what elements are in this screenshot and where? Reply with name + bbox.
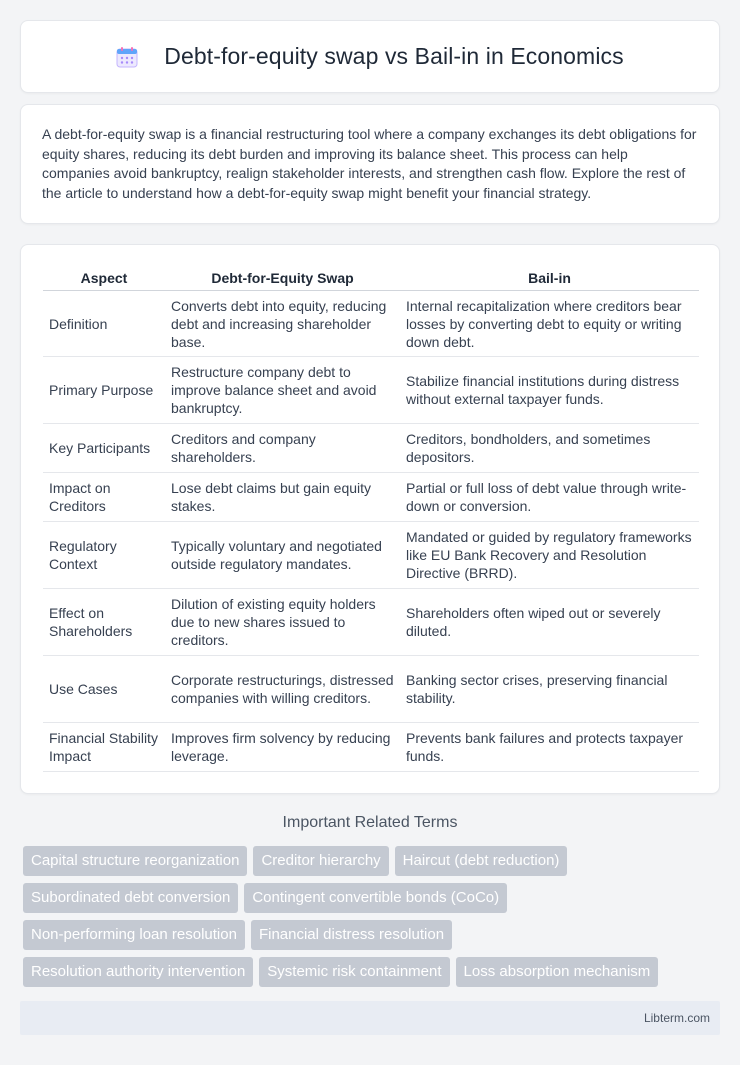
column-header-debt-for-equity-swap: Debt-for-Equity Swap <box>165 265 400 291</box>
intro-card <box>20 104 720 224</box>
related-term-tag[interactable]: Haircut (debt reduction) <box>395 846 568 876</box>
page-title: Debt-for-equity swap vs Bail-in in Economics <box>164 43 624 69</box>
aspect-cell: Key Participants <box>43 424 165 473</box>
aspect-cell: Financial Stability Impact <box>43 723 165 772</box>
bail-in-cell: Stabilize financial institutions during distress without external taxpayer funds. <box>400 357 699 424</box>
calendar-icon <box>116 46 138 68</box>
tag-row <box>23 920 723 950</box>
related-terms-title: Important Related Terms <box>282 814 458 831</box>
page-header <box>20 20 720 93</box>
tag-row <box>23 957 723 987</box>
bail-in-cell: Partial or full loss of debt value through write-down or conversion. <box>400 473 699 522</box>
swap-cell: Typically voluntary and negotiated outside regulatory mandates. <box>165 522 400 589</box>
table-row <box>43 473 699 522</box>
related-terms-list <box>23 846 723 994</box>
tag-row <box>23 883 723 913</box>
table-row <box>43 522 699 589</box>
bail-in-cell: Shareholders often wiped out or severely diluted. <box>400 589 699 656</box>
aspect-cell: Primary Purpose <box>43 357 165 424</box>
bail-in-cell: Banking sector crises, preserving financial stability. <box>400 656 699 723</box>
table-row <box>43 589 699 656</box>
column-header-aspect: Aspect <box>43 265 165 291</box>
related-term-tag[interactable]: Non-performing loan resolution <box>23 920 245 950</box>
aspect-cell: Effect on Shareholders <box>43 589 165 656</box>
column-header-bail-in: Bail-in <box>400 265 699 291</box>
aspect-cell: Use Cases <box>43 656 165 723</box>
table-row <box>43 357 699 424</box>
swap-cell: Restructure company debt to improve balance sheet and avoid bankruptcy. <box>165 357 400 424</box>
comparison-card <box>20 244 720 794</box>
table-row <box>43 291 699 357</box>
related-term-tag[interactable]: Subordinated debt conversion <box>23 883 238 913</box>
swap-cell: Creditors and company shareholders. <box>165 424 400 473</box>
related-term-tag[interactable]: Resolution authority intervention <box>23 957 253 987</box>
bail-in-cell: Prevents bank failures and protects taxpayer funds. <box>400 723 699 772</box>
swap-cell: Dilution of existing equity holders due to new shares issued to creditors. <box>165 589 400 656</box>
related-term-tag[interactable]: Capital structure reorganization <box>23 846 247 876</box>
footer <box>20 1001 720 1035</box>
comparison-table <box>43 265 699 772</box>
tag-row <box>23 846 723 876</box>
bail-in-cell: Internal recapitalization where creditors bear losses by converting debt to equity or writing down debt. <box>400 291 699 357</box>
related-term-tag[interactable]: Creditor hierarchy <box>253 846 388 876</box>
aspect-cell: Regulatory Context <box>43 522 165 589</box>
table-row <box>43 424 699 473</box>
intro-text: A debt-for-equity swap is a financial restructuring tool where a company exchanges its debt obligations for equity shares, reducing its debt burden and improving its balance sheet. This process can help companies avoid bankruptcy, realign stakeholder interests, and strengthen cash flow. Explore the rest of the article to understand how a debt-for-equity swap might benefit your financial strategy. <box>42 126 697 201</box>
aspect-cell: Definition <box>43 291 165 357</box>
bail-in-cell: Creditors, bondholders, and sometimes depositors. <box>400 424 699 473</box>
swap-cell: Corporate restructurings, distressed companies with willing creditors. <box>165 656 400 723</box>
footer-site-link[interactable]: Libterm.com <box>643 1011 710 1025</box>
table-row <box>43 656 699 723</box>
table-row <box>43 723 699 772</box>
bail-in-cell: Mandated or guided by regulatory frameworks like EU Bank Recovery and Resolution Directive (BRRD). <box>400 522 699 589</box>
related-term-tag[interactable]: Financial distress resolution <box>251 920 452 950</box>
swap-cell: Improves firm solvency by reducing leverage. <box>165 723 400 772</box>
aspect-cell: Impact on Creditors <box>43 473 165 522</box>
table-header-row <box>43 265 699 291</box>
swap-cell: Lose debt claims but gain equity stakes. <box>165 473 400 522</box>
related-term-tag[interactable]: Systemic risk containment <box>259 957 449 987</box>
related-term-tag[interactable]: Contingent convertible bonds (CoCo) <box>244 883 507 913</box>
related-term-tag[interactable]: Loss absorption mechanism <box>456 957 659 987</box>
swap-cell: Converts debt into equity, reducing debt and increasing shareholder base. <box>165 291 400 357</box>
